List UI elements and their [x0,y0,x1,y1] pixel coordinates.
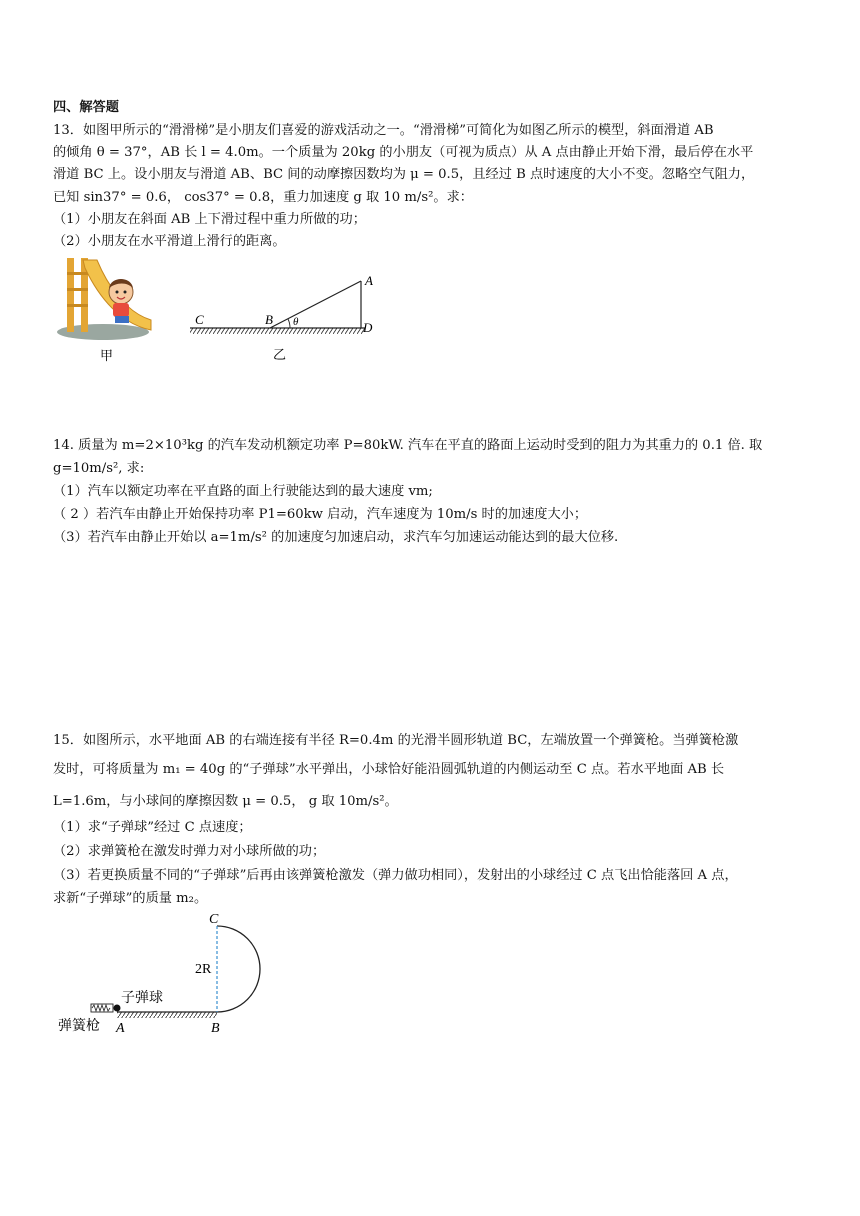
q15-line: （1）求“子弹球”经过 C 点速度； [53,820,252,835]
fig-jia-caption: 甲 [100,349,114,364]
label-b: B [265,312,273,327]
label-c: C [209,912,219,927]
q13-line: 13．如图甲所示的“滑滑梯”是小朋友们喜爱的游戏活动之一。“滑滑梯”可简化为如图乙所示的模型，斜面滑道 AB [53,123,714,138]
incline-ab [270,281,361,328]
q15-line: （2）求弹簧枪在激发时弹力对小球所做的功； [53,844,326,859]
semicircle-track [217,926,260,1012]
incline-diagram [185,268,385,368]
label-a: A [365,273,373,288]
label-d: D [363,320,373,335]
label-theta: θ [293,316,299,328]
fig-yi-caption: 乙 [273,348,287,363]
q13-line: （2）小朋友在水平滑道上滑行的距离。 [53,234,286,249]
label-2r: 2R [195,962,212,977]
q14-line: （ 2 ）若汽车由静止开始保持功率 P1=60kw 启动，汽车速度为 10m/s 时的加速度大小； [53,507,588,522]
q13-line: 的倾角 θ = 37°，AB 长 l = 4.0m。一个质量为 20kg 的小朋友（可视为质点）从 A 点由静止开始下滑，最后停在水平 [53,145,754,160]
slide-illustration [55,254,165,369]
ground-hatch [190,328,365,334]
q15-line: L=1.6m，与小球间的摩擦因数 μ = 0.5， g 取 10m/s²。 [53,794,398,809]
ball-icon [114,1005,121,1012]
spring-icon [92,1005,110,1011]
q15-line: 发时，可将质量为 m₁ = 40g 的“子弹球”水平弹出，小球恰好能沿圆弧轨道的内侧运动至 C 点。若水平地面 AB 长 [53,762,725,777]
label-a: A [116,1021,125,1036]
q15-line: 15．如图所示，水平地面 AB 的右端连接有半径 R=0.4m 的光滑半圆形轨道 BC，左端放置一个弹簧枪。当弹簧枪激 [53,733,739,748]
section-heading: 四、解答题 [53,100,119,115]
q13-line: 滑道 BC 上。设小朋友与滑道 AB、BC 间的动摩擦因数均为 μ = 0.5，且经过 B 点时速度的大小不变。忽略空气阻力， [53,167,755,182]
q15-line: 求新“子弹球”的质量 m₂。 [53,891,208,906]
q14-line: （1）汽车以额定功率在平直路的面上行驶能达到的最大速度 vm; [53,484,433,499]
ground-hatch [117,1012,217,1018]
label-c: C [195,312,204,327]
label-gun: 弹簧枪 [58,1018,100,1034]
q13-line: （1）小朋友在斜面 AB 上下滑过程中重力所做的功； [53,212,366,227]
q14-line: （3）若汽车由静止开始以 a=1m/s² 的加速度匀加速启动，求汽车匀加速运动能达到的最大位移. [53,530,619,545]
q13-line: 已知 sin37° = 0.6， cos37° = 0.8，重力加速度 g 取 10 m/s²。求： [53,190,473,205]
label-ball: 子弹球 [121,990,163,1006]
label-b: B [211,1021,220,1036]
track-diagram [55,908,285,1043]
q14-line: g=10m/s², 求: [53,461,145,476]
q14-line: 14. 质量为 m=2×10³kg 的汽车发动机额定功率 P=80kW. 汽车在平直的路面上运动时受到的阻力为其重力的 0.1 倍. 取 [53,438,763,453]
q15-line: （3）若更换质量不同的“子弹球”后再由该弹簧枪激发（弹力做功相同），发射出的小球经过 C 点飞出恰能落回 A 点， [53,868,738,883]
